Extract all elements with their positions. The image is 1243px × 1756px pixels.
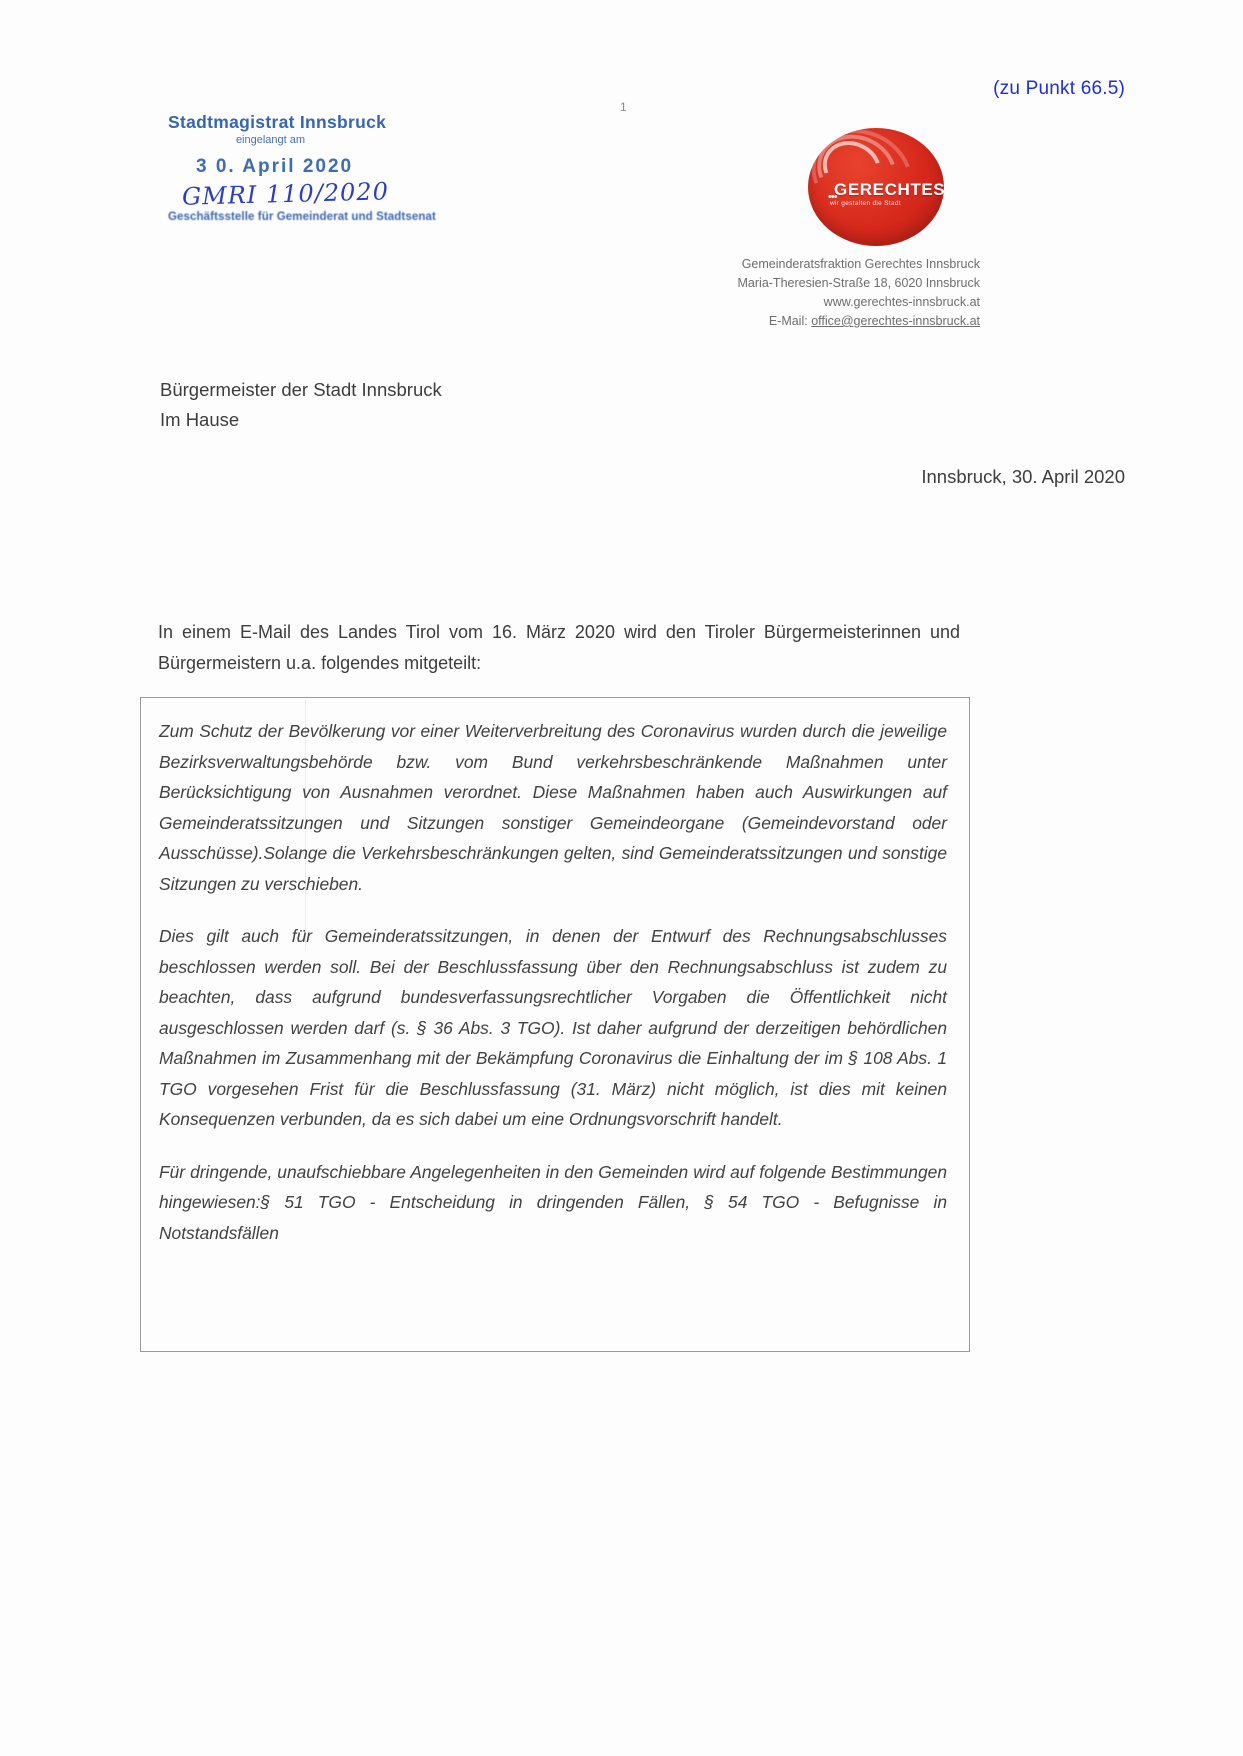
- logo-wordmark: GERECHTES: [834, 180, 946, 199]
- stamp-authority-name: Stadtmagistrat Innsbruck: [168, 112, 387, 132]
- sender-email-label: E-Mail:: [768, 314, 808, 328]
- place-and-date: Innsbruck, 30. April 2020: [921, 466, 1125, 487]
- stamp-received-label: eingelangt am: [235, 134, 306, 146]
- organization-logo: [808, 128, 950, 248]
- logo-dots-icon: •••: [828, 191, 837, 203]
- recipient-line-1: Bürgermeister der Stadt Innsbruck: [160, 379, 442, 400]
- sender-block: [560, 255, 980, 331]
- sender-email-link[interactable]: office@gerechtes-innsbruck.at: [811, 314, 980, 328]
- recipient-line-2: Im Hause: [160, 409, 240, 430]
- stamp-received-date: 3 0. April 2020: [196, 156, 354, 177]
- recipient-block: [160, 375, 442, 435]
- stamp-office-name: Geschäftsstelle für Gemeinderat und Stadtsenat: [168, 211, 436, 223]
- incoming-stamp: [168, 112, 468, 223]
- sender-address: Maria-Theresien-Straße 18, 6020 Innsbruck: [737, 276, 980, 290]
- sender-website: www.gerechtes-innsbruck.at: [823, 295, 980, 309]
- page-number: 1: [620, 100, 627, 114]
- logo-tagline: wir gestalten die Stadt: [830, 200, 901, 207]
- intro-paragraph: In einem E-Mail des Landes Tirol vom 16. März 2020 wird den Tiroler Bürgermeisterinnen und Bürgermeistern u.a. folgendes mitgeteilt:: [158, 622, 960, 673]
- quote-paragraph: Dies gilt auch für Gemeinderatssitzungen, in denen der Entwurf des Rechnungsabschlusses beschlossen werden soll. Bei der Beschlussfassung über den Rechnungsabschluss ist zudem zu beachten, dass aufgrund bundesverfassungsrechtlicher Vorgaben die Öffentlichkeit nicht ausgeschlossen werden darf (s. § 36 Abs. 3 TGO). Ist daher aufgrund der derzeitigen behördlichen Maßnahmen im Zusammenhang mit der Bekämpfung Coronavirus die Einhaltung der im § 108 Abs. 1 TGO vorgesehen Frist für die Beschlussfassung (31. März) nicht möglich, ist dies mit keinen Konsequenzen verbunden, da es sich dabei um eine Ordnungsvorschrift handelt.: [159, 926, 947, 1129]
- sender-email-line: [560, 312, 980, 331]
- quoted-text-box: [140, 697, 970, 1352]
- quote-paragraph: Zum Schutz der Bevölkerung vor einer Weiterverbreitung des Coronavirus wurden durch die jeweilige Bezirksverwaltungsbehörde bzw. vom Bund verkehrsbeschränkende Maßnahmen unter Berücksichtigung von Ausnahmen verordnet. Diese Maßnahmen haben auch Auswirkungen auf Gemeinderatssitzungen und Sitzungen sonstiger Gemeindeorgane (Gemeindevorstand oder Ausschüsse).Solange die Verkehrsbeschränkungen gelten, sind Gemeinderatssitzungen und sonstige Sitzungen zu verschieben.: [159, 721, 947, 894]
- agenda-point-annotation: (zu Punkt 66.5): [993, 78, 1125, 99]
- stamp-handwritten-reference: GMRI 110/2020: [181, 177, 390, 211]
- sender-organization: Gemeinderatsfraktion Gerechtes Innsbruck: [741, 257, 980, 271]
- quote-paragraph: Für dringende, unaufschiebbare Angelegenheiten in den Gemeinden wird auf folgende Bestimmungen hingewiesen:§ 51 TGO - Entscheidung in dringenden Fällen, § 54 TGO - Befugnisse in Notstandsfällen: [159, 1161, 947, 1243]
